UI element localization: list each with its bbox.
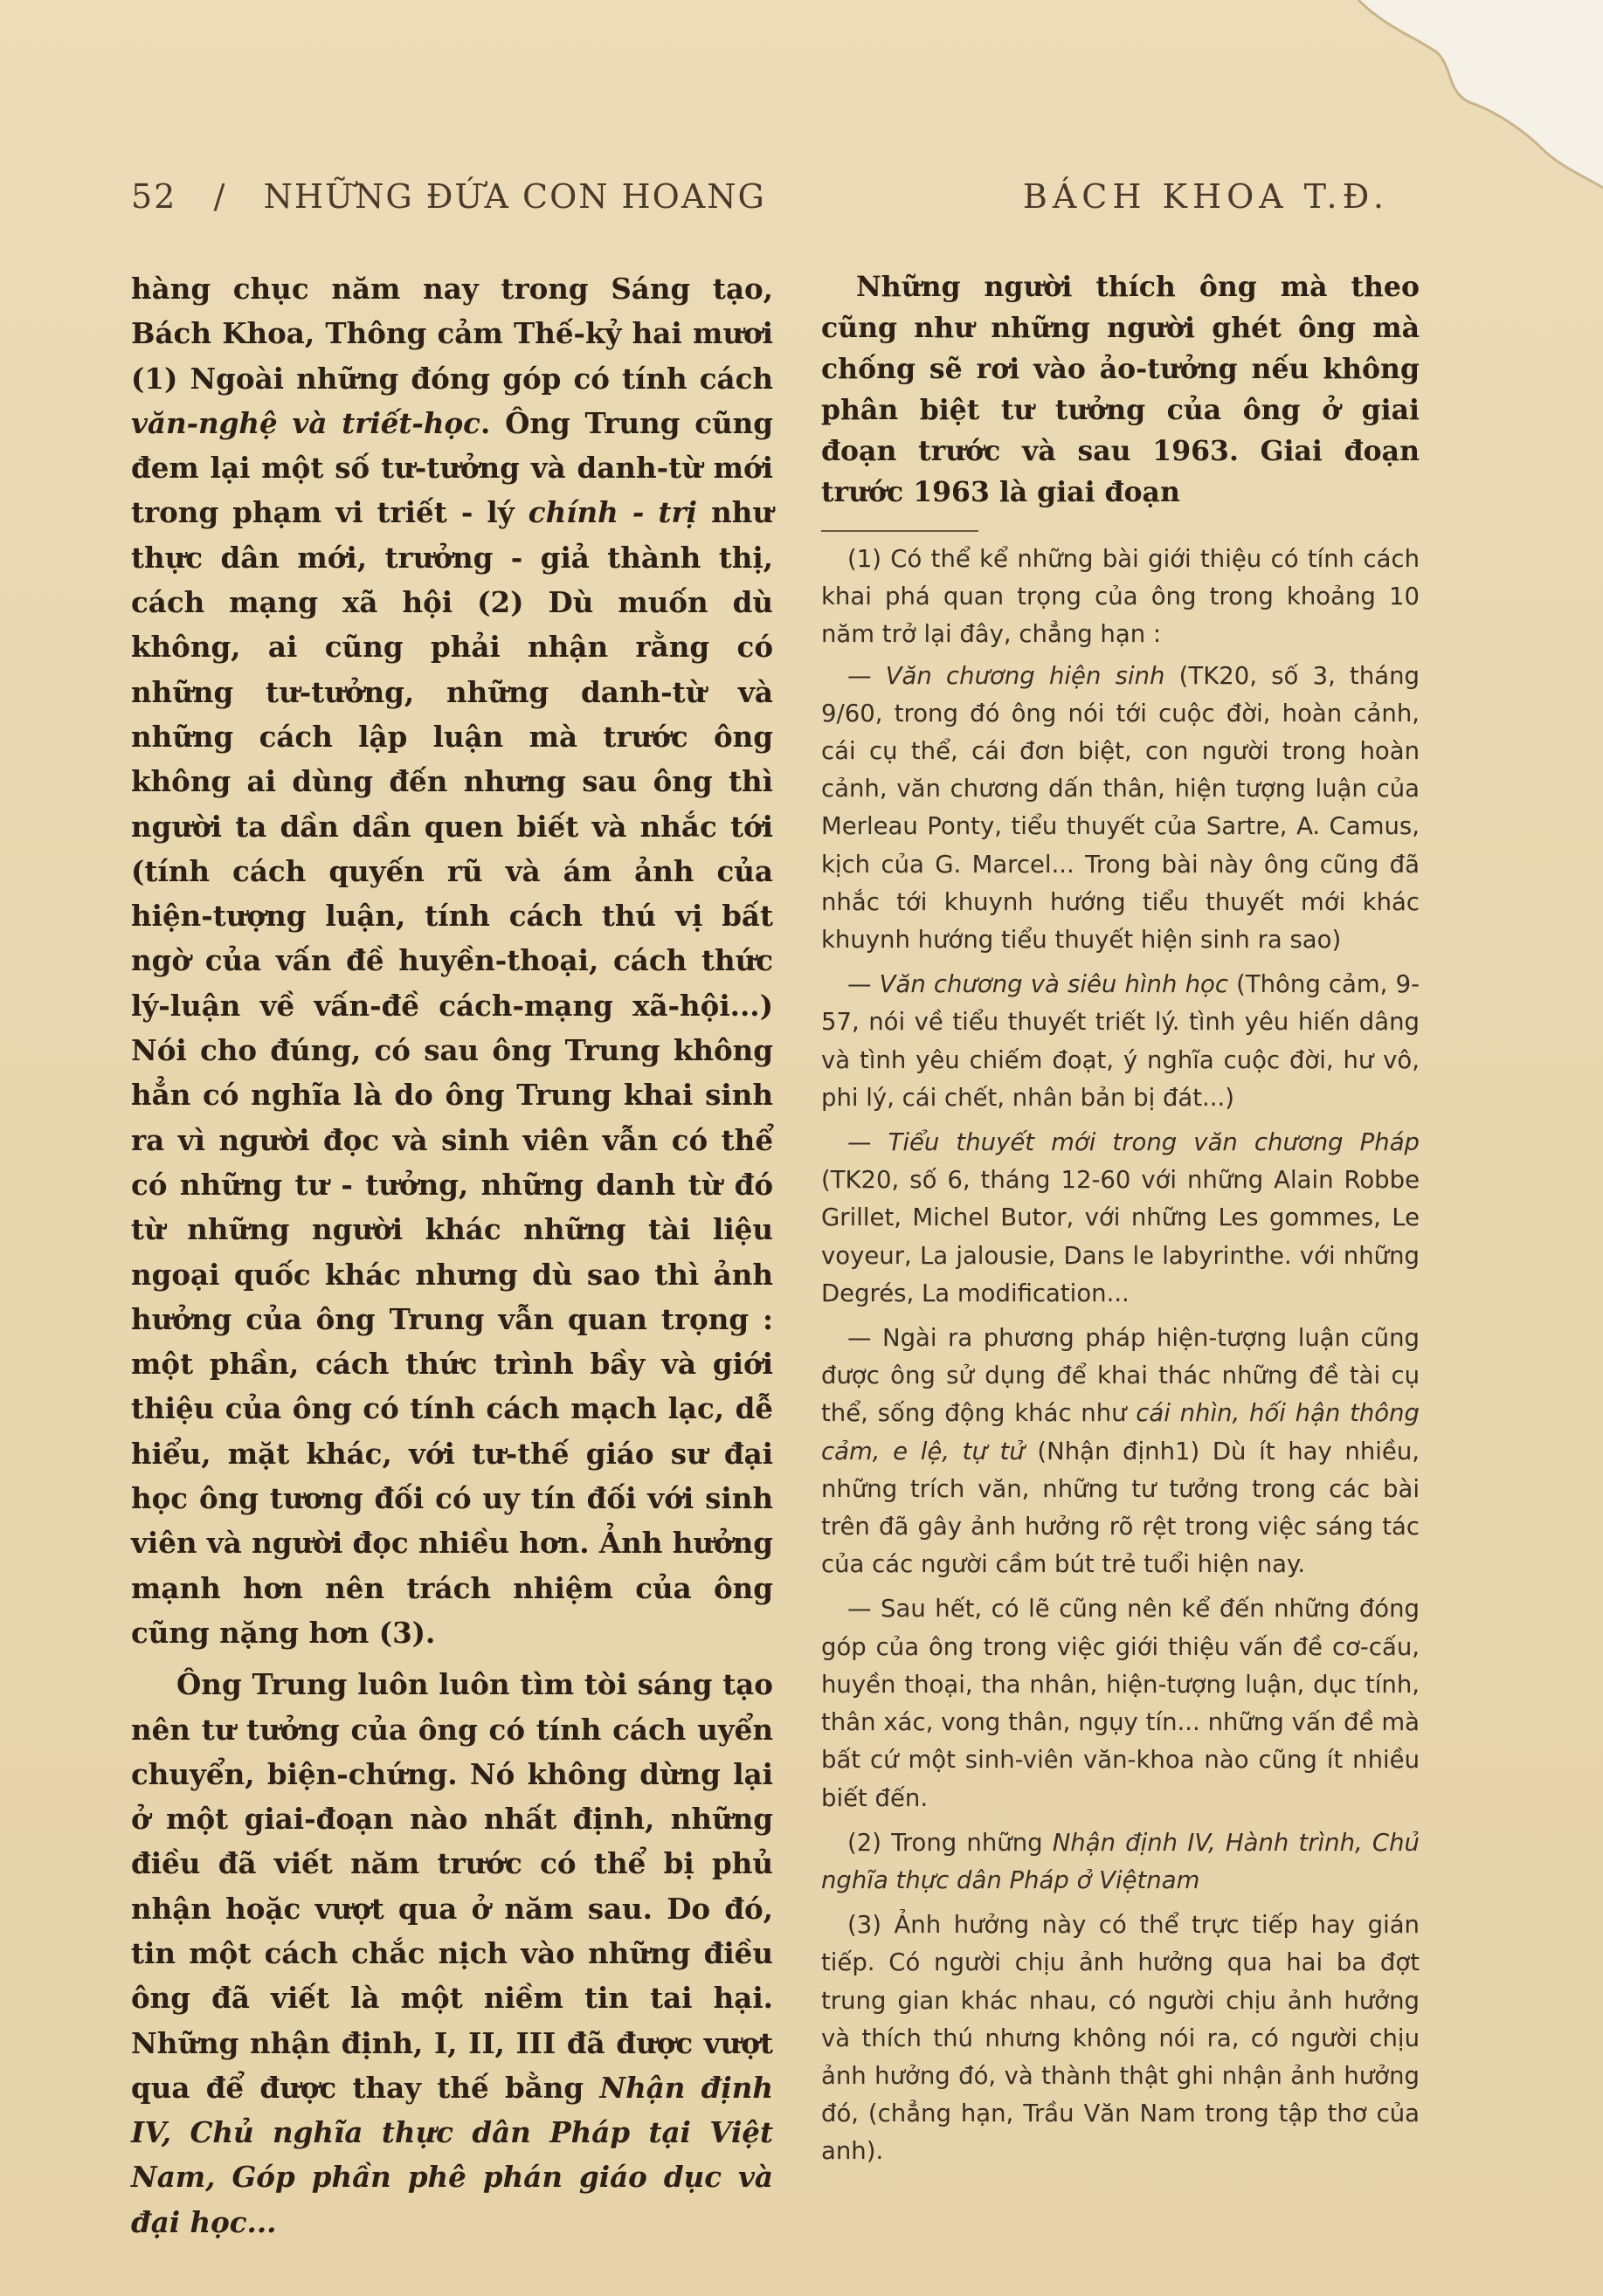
footnote-1b: — Văn chương và siêu hình học (Thông cảm, 9-57, nói về tiểu thuyết triết lý. tình yêu hiến dâng và tình yêu chiếm đoạt, ý nghĩa cuộc đời, hư vô, phi lý, cái chết, nhân bản bị đát...) — [821, 970, 1420, 1112]
page-header — [131, 177, 1389, 221]
footnote-divider — [821, 530, 978, 532]
header-left — [131, 177, 766, 216]
header-separator: / — [213, 177, 227, 216]
footnote-1: (1) Có thể kể những bài giới thiệu có tính cách khai phá quan trọng của ông trong khoảng 10 năm trở lại đây, chẳng hạn : — [821, 545, 1420, 649]
footnote-1a: — Văn chương hiện sinh (TK20, số 3, tháng 9/60, trong đó ông nói tới cuộc đời, hoàn cảnh, cái cụ thể, cái đơn biệt, con người trong hoàn cảnh, văn chương dấn thân, hiện tượng luận của Merleau Ponty, tiểu thuyết của Sartre, A. Camus, kịch của G. Marcel... Trong bài này ông cũng đã nhắc tới khuynh hướng tiểu thuyết mới khác khuynh hướng tiểu thuyết hiện sinh ra sao) — [821, 661, 1420, 955]
footnote-1e: — Sau hết, có lẽ cũng nên kể đến những đóng góp của ông trong việc giới thiệu vấn đề cơ-cấu, huyền thoại, tha nhân, hiện-tượng luận, dục tính, thân xác, vong thân, ngụy tín... những vấn đề mà bất cứ một sinh-viên văn-khoa nào cũng ít nhiều biết đến. — [821, 1595, 1420, 1812]
footnote-1c: — Tiểu thuyết mới trong văn chương Pháp (TK20, số 6, tháng 12-60 với những Alain Robbe Grillet, Michel Butor, với những Les gommes, Le voyeur, La jalousie, Dans le labyrinthe. với những Degrés, La modification... — [821, 1128, 1420, 1307]
running-title: NHỮNG ĐỨA CON HOANG — [263, 177, 766, 216]
left-paragraph-2: Ông Trung luôn luôn tìm tòi sáng tạo nên tư tưởng của ông có tính cách uyển chuyển, biện-chứng. Nó không dừng lại ở một giai-đoạn nào nhất định, những điều đã viết năm trước có thể bị phủ nhận hoặc vượt qua ở năm sau. Do đó, tin một cách chắc nịch vào những điều ông đã viết là một niềm tin tai hại. Những nhận định, I, II, III đã được vượt qua để được thay thế bằng Nhận định IV, Chủ nghĩa thực dân Pháp tại Việt Nam, Góp phần phê phán giáo dục và đại học... — [131, 1667, 774, 2239]
left-column — [131, 266, 773, 2244]
left-paragraph-1: hàng chục năm nay trong Sáng tạo, Bách Khoa, Thông cảm Thế-kỷ hai mươi (1) Ngoài những đóng góp có tính cách văn-nghệ và triết-học. Ông Trung cũng đem lại một số tư-tưởng và danh-từ mới trong phạm vi triết - lý chính - trị như thực dân mới, trưởng - giả thành thị, cách mạng xã hội (2) Dù muốn dù không, ai cũng phải nhận rằng có những tư-tưởng, những danh-từ và những cách lập luận mà trước ông không ai dùng đến nhưng sau ông thì người ta dần dần quen biết và nhắc tới (tính cách quyến rũ và ám ảnh của hiện-tượng luận, tính cách thú vị bất ngờ của vấn đề huyền-thoại, cách thức lý-luận về vấn-đề cách-mạng xã-hội...) Nói cho đúng, có sau ông Trung không hẳn có nghĩa là do ông Trung khai sinh ra vì người đọc và sinh viên vẫn có thể có những tư - tưởng, những danh từ đó từ những người khác những tài liệu ngoại quốc khác nhưng dù sao thì ảnh hưởng của ông Trung vẫn quan trọng : một phần, cách thức trình bầy và giới thiệu của ông có tính cách mạch lạc, dễ hiểu, mặt khác, với tư-thế giáo sư đại học ông tương đối có uy tín đối với sinh viên và người đọc nhiều hơn. Ảnh hưởng mạnh hơn nên trách nhiệm của ông cũng nặng hơn (3). — [131, 272, 774, 1650]
page-number: 52 — [131, 177, 177, 216]
magazine-name: BÁCH KHOA T.Đ. — [1022, 177, 1389, 216]
right-column — [821, 266, 1420, 2175]
footnote-3: (3) Ảnh hưởng này có thể trực tiếp hay gián tiếp. Có người chịu ảnh hưởng qua hai ba đợt trung gian khác nhau, có người chịu ảnh hưởng và thích thú nhưng không nói ra, có người chịu ảnh hưởng đó, và thành thật ghi nhận ảnh hưởng đó, (chẳng hạn, Trầu Văn Nam trong tập thơ của anh). — [821, 1911, 1420, 2166]
footnote-1d: — Ngài ra phương pháp hiện-tượng luận cũng được ông sử dụng để khai thác những đề tài cụ thể, sống động khác như cái nhìn, hối hận thông cảm, e lệ, tự tử (Nhận định1) Dù ít hay nhiều, những trích văn, những tư tưởng trong các bài trên đã gây ảnh hưởng rõ rệt trong việc sáng tác của các người cầm bút trẻ tuổi hiện nay. — [821, 1324, 1420, 1579]
footnote-2: (2) Trong những Nhận định IV, Hành trình, Chủ nghĩa thực dân Pháp ở Việtnam — [821, 1828, 1420, 1894]
right-intro-paragraph: Những người thích ông mà theo cũng như những người ghét ông mà chống sẽ rơi vào ảo-tưởng nếu không phân biệt tư tưởng của ông ở giai đoạn trước và sau 1963. Giai đoạn trước 1963 là giai đoạn — [821, 271, 1420, 508]
